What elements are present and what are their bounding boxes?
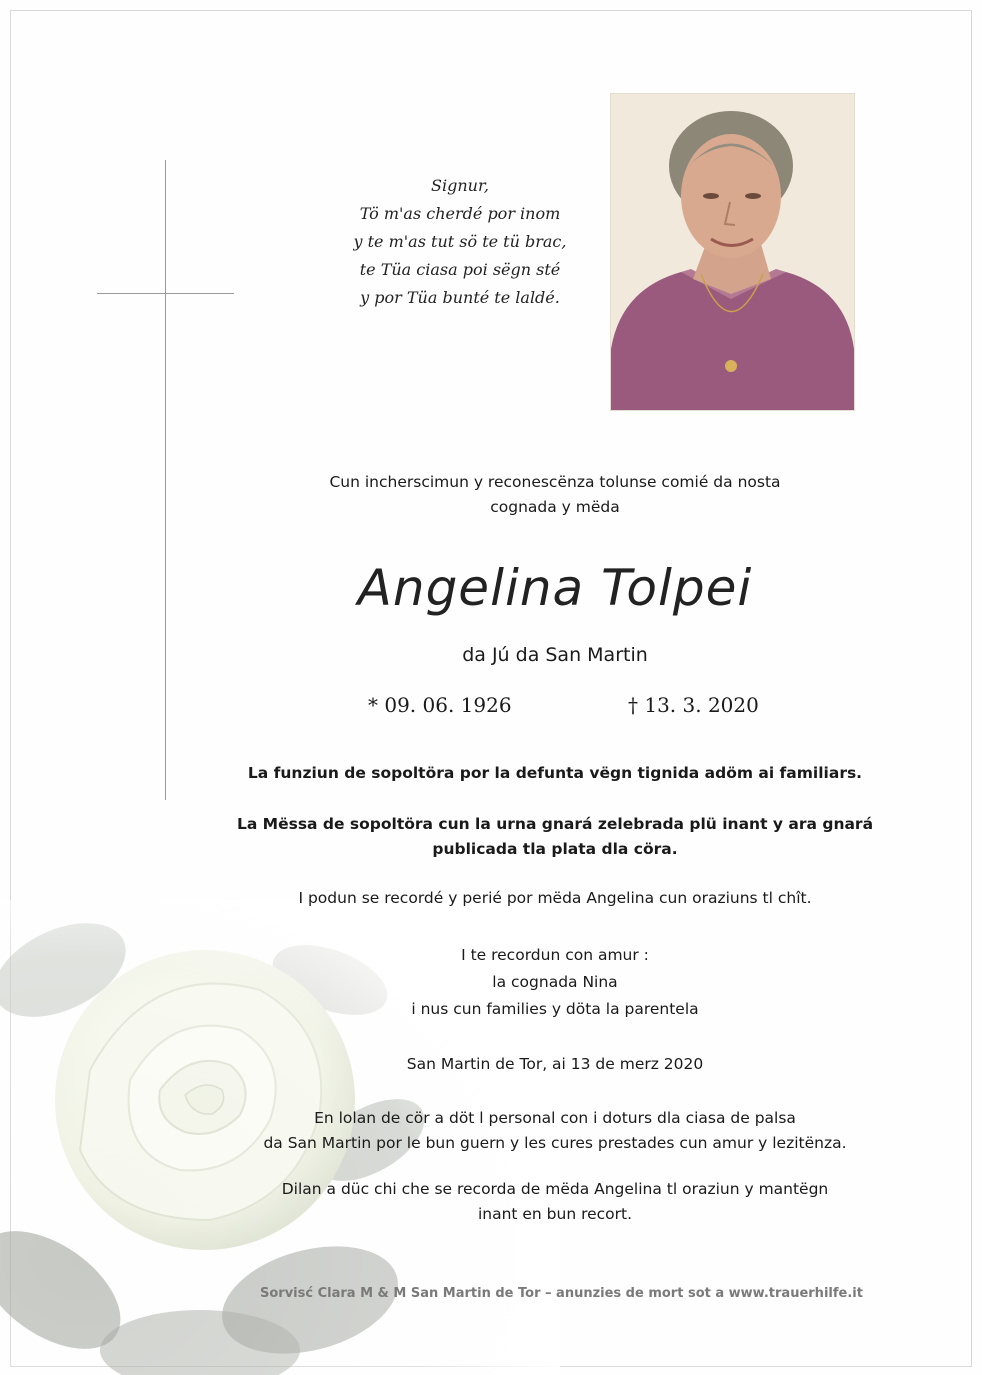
thanks-line: da San Martin por le bun guern y les cures prestades cun amur y lezitënza. [263,1134,847,1152]
footer-service-credit: Sorvisć Clara M & M San Martin de Tor – anunzies de mort sot a www.trauerhilfe.it [260,1286,863,1301]
deceased-origin: da Jú da San Martin [462,644,648,666]
mourner-line: i nus cun families y döta la parentela [411,1000,699,1018]
intro-line: cognada y mëda [490,498,620,516]
thanks-line: inant en bun recort. [477,1205,633,1223]
mass-line: publicada tla plata dla cöra. [432,840,678,858]
death-date: † 13. 3. 2020 [628,693,759,717]
poem-line: Signur, [431,176,489,195]
mass-line: La Mëssa de sopoltöra cun la urna gnará zelebrada plü inant y ara gnará [236,815,874,833]
poem-line: y por Tüa bunté te laldé. [360,288,560,307]
intro-line: Cun incherscimun y reconescënza tolunse comié da nosta [329,473,781,491]
funeral-notice: La funziun de sopoltöra por la defunta vëgn tignida adöm ai familiars. [247,764,863,782]
prayer-poem [330,172,590,312]
poem-line: y te m'as tut sö te tü brac, [353,232,567,251]
mass-notice [160,812,950,862]
deceased-name: Angelina Tolpei [357,559,753,617]
poem-line: Tö m'as cherdé por inom [359,204,561,223]
mourners-heading: I te recordun con amur : [461,946,649,964]
poem-line: te Tüa ciasa poi sëgn sté [359,260,561,279]
cross-horizontal-line [97,293,234,294]
portrait-photo [611,94,854,410]
mourners-list [160,942,950,1023]
thanks-paragraph-1 [160,1106,950,1156]
mourner-line: la cognada Nina [492,973,618,991]
place-date: San Martin de Tor, ai 13 de merz 2020 [406,1055,704,1073]
thanks-paragraph-2 [160,1177,950,1227]
thanks-line: En lolan de cör a döt l personal con i doturs dla ciasa de palsa [314,1109,796,1127]
intro-text [160,470,950,520]
birth-date: * 09. 06. 1926 [368,693,512,717]
thanks-line: Dilan a düc chi che se recorda de mëda Angelina tl oraziun y mantëgn [281,1180,829,1198]
prayer-notice: I podun se recordé y perié por mëda Angelina cun oraziuns tl chît. [298,889,812,907]
